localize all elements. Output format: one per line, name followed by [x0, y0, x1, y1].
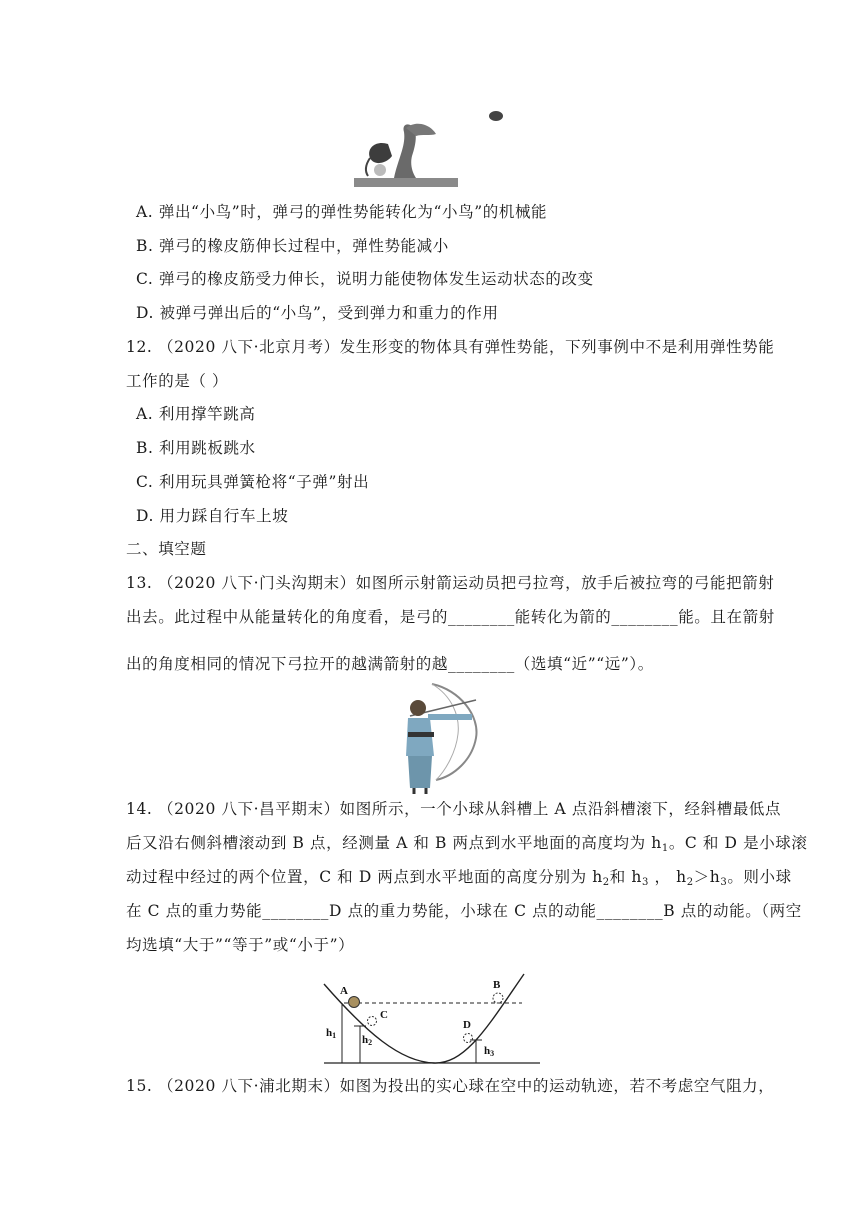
q11-option-d: D. 被弹弓弹出后的“小鸟”，受到弹力和重力的作用 — [136, 304, 499, 322]
q14-line3-sub4: 3 — [720, 877, 728, 888]
label-h3-main: h — [484, 1045, 491, 1057]
q13-line2: 出去。此过程中从能量转化的角度看，是弓的________能转化为箭的________能。且在箭射 — [126, 608, 775, 626]
q13-line1: 13. （2020 八下·门头沟期末）如图所示射箭运动员把弓拉弯，放手后被拉弯的弓能把箭射 — [126, 574, 775, 592]
q11-option-c: C. 弹弓的橡皮筋受力伸长，说明力能使物体发生运动状态的改变 — [136, 270, 594, 288]
label-h1 — [326, 1027, 336, 1040]
label-c: C — [380, 1009, 388, 1021]
slingshot-figure — [346, 104, 506, 190]
ball-at-a — [349, 997, 360, 1008]
archer-figure — [380, 676, 484, 794]
label-b: B — [493, 979, 501, 991]
q11-option-a: A. 弹出“小鸟”时，弹弓的弹性势能转化为“小鸟”的机械能 — [136, 203, 548, 221]
q14-line3-part-e: 。则小球 — [727, 868, 792, 886]
q14-line2-text-end: 。C 和 D 是小球滚 — [668, 834, 808, 852]
q14-line2-text: 后又沿右侧斜槽滚动到 B 点，经测量 A 和 B 两点到水平地面的高度均为 h — [126, 834, 662, 852]
ball-at-d — [464, 1034, 473, 1043]
q14-line3-part-a: 动过程中经过的两个位置，C 和 D 两点到水平地面的高度分别为 h — [126, 868, 603, 886]
q12-option-b: B. 利用跳板跳水 — [136, 439, 256, 457]
archer-drawing — [406, 684, 477, 794]
q11-option-b: B. 弹弓的橡皮筋伸长过程中，弹性势能减小 — [136, 237, 449, 255]
label-h2-main: h — [362, 1034, 369, 1046]
q12-stem-line2: 工作的是（ ） — [126, 372, 229, 390]
ball-at-c — [368, 1017, 377, 1026]
label-h3-sub: 3 — [490, 1049, 495, 1058]
q14-line2 — [126, 832, 808, 860]
ball-at-b — [493, 993, 503, 1003]
q13-line3: 出的角度相同的情况下弓拉开的越满箭射的越________（选填“近”“远”）。 — [126, 655, 654, 673]
q12-option-a: A. 利用撑竿跳高 — [136, 405, 256, 423]
label-h2 — [362, 1034, 372, 1047]
label-h1-sub: 1 — [332, 1031, 337, 1040]
q14-line3-sub3: 2 — [686, 877, 694, 888]
q14-line3-part-b: 和 h — [609, 868, 642, 886]
q14-line2-sub: 1 — [661, 843, 669, 854]
groove-diagram — [318, 970, 548, 1070]
q14-line3-part-c: ， h — [648, 868, 687, 886]
q14-line3-sub1: 2 — [602, 877, 610, 888]
q12-option-c: C. 利用玩具弹簧枪将“子弹”射出 — [136, 473, 370, 491]
q14-line5: 均选填“大于”“等于”或“小于”） — [126, 936, 355, 954]
label-h3 — [484, 1045, 494, 1058]
label-h1-main: h — [326, 1027, 333, 1039]
q14-line1: 14. （2020 八下·昌平期末）如图所示，一个小球从斜槽上 A 点沿斜槽滚下，经斜槽最低点 — [126, 800, 782, 818]
q15-line1: 15. （2020 八下·浦北期末）如图为投出的实心球在空中的运动轨迹，若不考虑空气阻力， — [126, 1077, 775, 1095]
q14-line4: 在 C 点的重力势能________D 点的重力势能，小球在 C 点的动能________B 点的动能。（两空 — [126, 902, 802, 920]
section-heading: 二、填空题 — [126, 540, 207, 558]
q12-stem-line1: 12. （2020 八下·北京月考）发生形变的物体具有弹性势能，下列事例中不是利用弹性势能 — [126, 338, 775, 356]
slingshot-drawing — [354, 111, 503, 187]
q14-line3 — [126, 866, 792, 894]
q14-line3-part-d: ＞h — [693, 868, 721, 886]
label-d: D — [463, 1019, 471, 1031]
q14-line3-sub2: 3 — [641, 877, 649, 888]
q12-option-d: D. 用力踩自行车上坡 — [136, 507, 289, 525]
label-h2-sub: 2 — [368, 1038, 373, 1047]
label-a: A — [340, 985, 348, 997]
